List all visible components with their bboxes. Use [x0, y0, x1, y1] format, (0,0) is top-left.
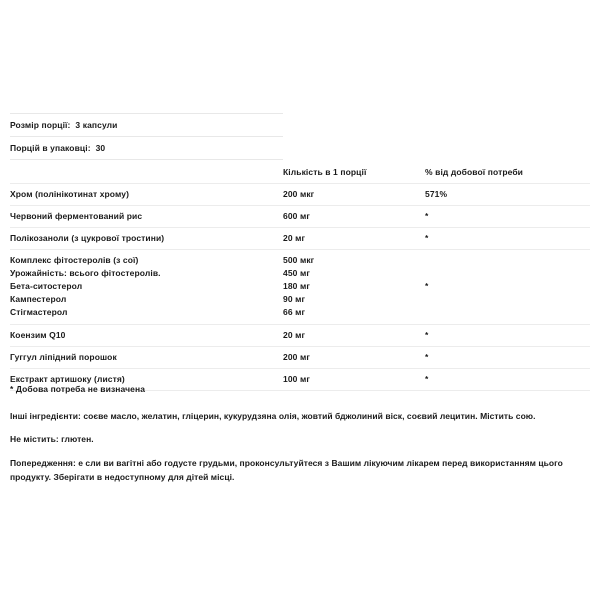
- other-ingredients-text: Інші інгредієнти: соєве масло, желатин, гліцерин, кукурудзяна олія, жовтий бджолиний віск, соєвий лецитин. Містить сою.: [10, 411, 536, 421]
- serving-size-value: 3 капсули: [75, 120, 118, 130]
- serving-size-label: Розмір порції:: [10, 120, 71, 130]
- free-from-text: Не містить: глютен.: [10, 434, 94, 444]
- nutrient-amount: 450 мг: [283, 268, 310, 278]
- table-row: [10, 184, 590, 206]
- nutrient-name: Червоний ферментований рис: [10, 206, 283, 228]
- nutrient-name: Бета-ситостерол: [10, 281, 83, 291]
- column-header-amount: Кількість в 1 порції: [283, 162, 425, 184]
- nutrient-daily-value: *: [425, 347, 590, 369]
- nutrition-table: [10, 162, 590, 391]
- serving-info-block: [10, 113, 283, 160]
- servings-per-container-value: 30: [95, 143, 106, 153]
- daily-value-footnote: * Добова потреба не визначена: [10, 384, 146, 394]
- nutrient-amount: 500 мкг: [283, 255, 315, 265]
- nutrient-name: Кампестерол: [10, 294, 67, 304]
- nutrient-name: Урожайність: всього фітостеролів.: [10, 268, 161, 278]
- nutrient-name-group: [10, 250, 283, 325]
- nutrient-name: Хром (полінікотинат хрому): [10, 184, 283, 206]
- nutrient-amount: 600 мг: [283, 206, 425, 228]
- table-row-phytosterol-group: [10, 250, 590, 325]
- nutrient-name: Стігмастерол: [10, 307, 68, 317]
- nutrient-amount-group: [283, 250, 425, 325]
- nutrient-daily-value: *: [425, 250, 590, 325]
- warning-text: Попередження: е сли ви вагітні або годусте грудьми, проконсультуйтеся з Вашим лікуючим лікарем перед використанням цього продукту. Зберігати в недоступному для дітей місці.: [10, 458, 563, 482]
- nutrition-table-body: [10, 184, 590, 391]
- servings-per-container-label: Порцій в упаковці:: [10, 143, 91, 153]
- table-row: [10, 228, 590, 250]
- nutrient-amount: 100 мг: [283, 369, 425, 391]
- nutrient-amount: 20 мг: [283, 325, 425, 347]
- nutrient-name: Полікозаноли (з цукрової тростини): [10, 228, 283, 250]
- nutrient-name: Коензим Q10: [10, 325, 283, 347]
- nutrient-daily-value: *: [425, 206, 590, 228]
- nutrition-table-head: [10, 162, 590, 184]
- nutrient-name: Комплекс фітостеролів (з сої): [10, 255, 139, 265]
- column-header-daily-value: % від добової потреби: [425, 162, 590, 184]
- table-row: [10, 347, 590, 369]
- table-row: [10, 325, 590, 347]
- nutrient-amount: 90 мг: [283, 294, 306, 304]
- nutrient-amount: 66 мг: [283, 307, 306, 317]
- table-header-row: [10, 162, 590, 184]
- nutrient-daily-value: *: [425, 325, 590, 347]
- serving-size-row: [10, 113, 283, 136]
- nutrient-name: Гуггул ліпідний порошок: [10, 347, 283, 369]
- nutrient-daily-value: *: [425, 228, 590, 250]
- nutrient-amount: 200 мкг: [283, 184, 425, 206]
- servings-per-container-row: [10, 136, 283, 160]
- column-header-name: [10, 162, 283, 184]
- nutrient-amount: 180 мг: [283, 281, 310, 291]
- nutrient-daily-value: 571%: [425, 184, 590, 206]
- table-row: [10, 206, 590, 228]
- nutrient-amount: 20 мг: [283, 228, 425, 250]
- nutrient-name: Екстракт артишоку (листя): [10, 369, 283, 391]
- nutrient-daily-value: *: [425, 369, 590, 391]
- nutrient-amount: 200 мг: [283, 347, 425, 369]
